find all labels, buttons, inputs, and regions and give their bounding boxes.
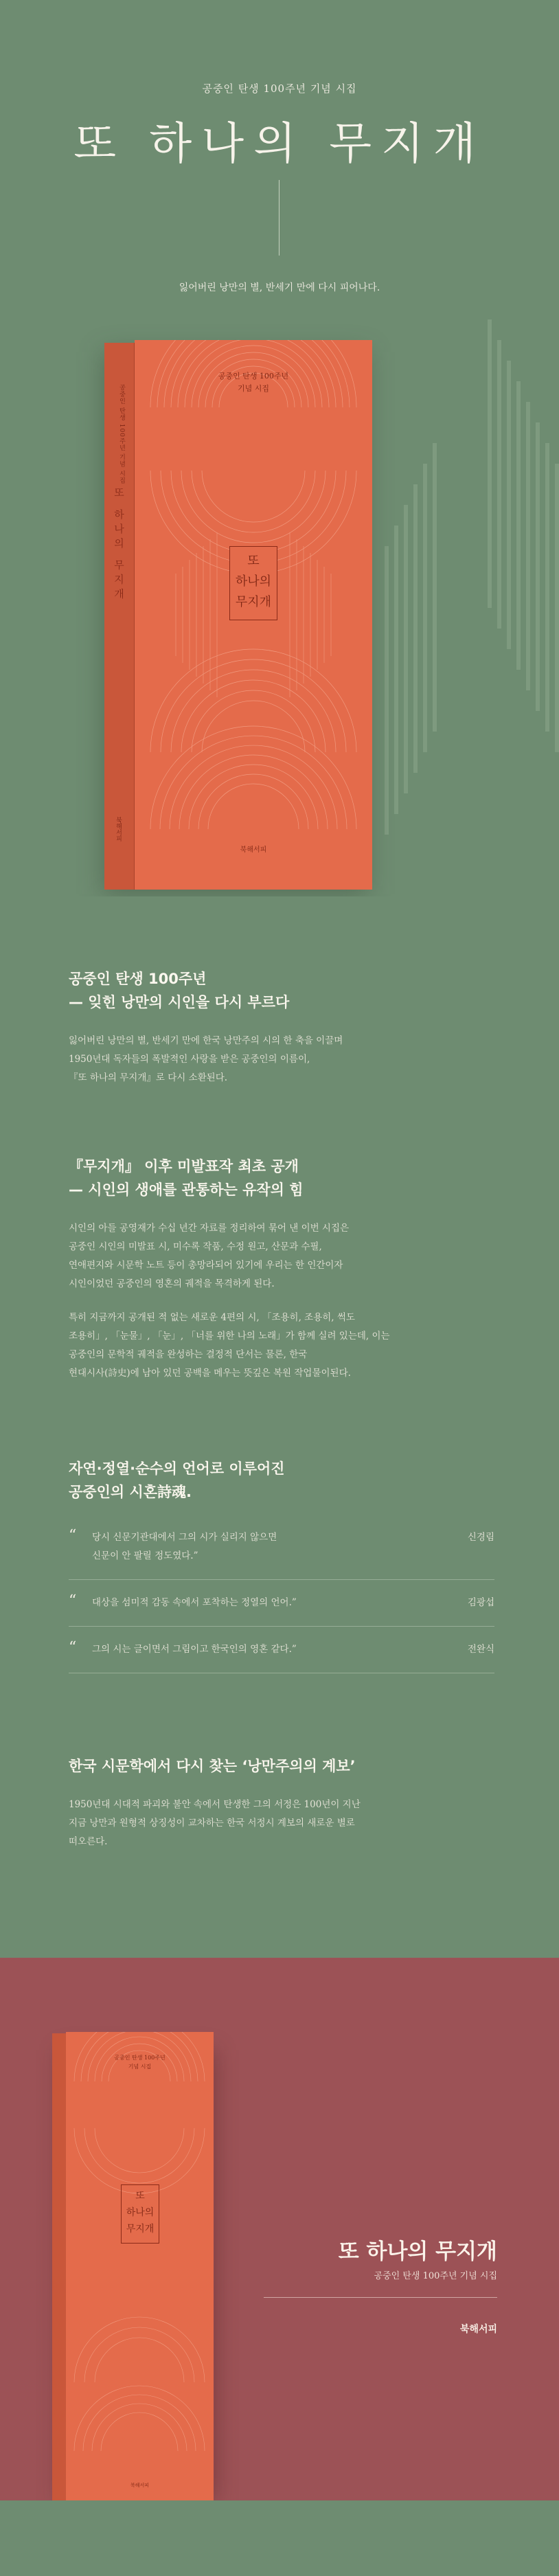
- book-image: [104, 340, 372, 890]
- section2-p2-line3: 공중인의 문학적 궤적을 완성하는 결정적 단서는 물론, 한국: [69, 1349, 308, 1360]
- quote-mark-icon: “: [69, 1639, 77, 1656]
- footer-cover-title-line2: 하나의: [126, 2207, 155, 2218]
- quote-item: [69, 1526, 494, 1580]
- section4-body-line1: 1950년대 시대적 파괴와 불안 속에서 탄생한 그의 서정은 100년이 지난: [69, 1799, 361, 1810]
- footer-cover-title-line1: 또: [135, 2191, 145, 2202]
- footer-title: 또 하나의 무지개: [338, 2239, 497, 2264]
- quote-item: [69, 1627, 494, 1673]
- section2-p2-line1: 특히 지금까지 공개된 적 없는 새로운 4편의 시, 「조용히, 조용히, 썩도: [69, 1312, 355, 1323]
- quote-author: 전완식: [467, 1644, 494, 1655]
- footer-cover-title-line3: 무지개: [126, 2224, 155, 2235]
- cover-title-box: [229, 546, 277, 620]
- quote-mark-icon: “: [69, 1527, 77, 1544]
- quote-mark-icon: “: [69, 1592, 77, 1609]
- section4-title: 한국 시문학에서 다시 찾는 ‘낭만주의의 계보’: [69, 1758, 356, 1774]
- section2-paragraph1: [69, 1219, 504, 1293]
- section4-body-line3: 떠오른다.: [69, 1836, 108, 1847]
- decorative-stripes: [385, 319, 559, 841]
- section2-body: [69, 1219, 504, 1383]
- section4-body-line2: 지금 낭만과 원형적 상징성이 교차하는 한국 서정시 계보의 새로운 별로: [69, 1818, 355, 1829]
- section1-body: [69, 1032, 504, 1087]
- section2-p1-line3: 연애편지와 시문학 노트 등이 총망라되어 있기에 우리는 한 인간이자: [69, 1260, 343, 1271]
- book-cover: [135, 340, 372, 890]
- section2-title: [69, 1155, 504, 1201]
- quote-author: 김광섭: [467, 1597, 494, 1608]
- footer-subtitle: 공중인 탄생 100주년 기념 시집: [374, 2271, 497, 2281]
- section-unpublished: [0, 1087, 559, 1383]
- book-spine: [104, 343, 135, 890]
- section2-p2-line2: 조용히」, 「눈물」, 「눈」, 「너를 위한 나의 노래」가 함께 실려 있는데, 이는: [69, 1331, 390, 1342]
- footer-book-cover: [66, 2032, 214, 2500]
- footer-publisher: 북해서피: [459, 2324, 497, 2335]
- cover-title-line3: 무지개: [235, 595, 272, 609]
- footer-section: [0, 1958, 559, 2500]
- footer-cover-title-box: [121, 2184, 159, 2244]
- section-quotes: [0, 1383, 559, 1673]
- hero-title: 또 하나의 무지개: [73, 119, 486, 170]
- section4-body: [69, 1796, 504, 1851]
- section2-p1-line1: 시인의 아들 공영재가 수십 년간 자료를 정리하여 묶어 낸 이번 시집은: [69, 1223, 350, 1234]
- spine-subtitle: 공중인 탄생 100주년 기념 시집: [118, 384, 125, 484]
- quote-item: [69, 1580, 494, 1627]
- hero-section: [0, 0, 559, 896]
- quote-list: [69, 1526, 494, 1673]
- hero-subtitle: 공중인 탄생 100주년 기념 시집: [202, 82, 357, 95]
- quote-line: 대상을 섬미적 감동 속에서 포착하는 정열의 언어.”: [92, 1597, 297, 1608]
- footer-cover-subtitle-line1: 공중인 탄생 100주년: [114, 2055, 166, 2061]
- section1-title: [69, 967, 504, 1014]
- section1-body-line2: 1950년대 독자들의 폭발적인 사랑을 받은 공중인의 이름이,: [69, 1054, 310, 1065]
- cover-subtitle-line1: 공중인 탄생 100주년: [218, 372, 289, 381]
- spine-publisher: 북해서피: [115, 817, 122, 841]
- hero-divider: [279, 180, 280, 256]
- footer-divider: [264, 2297, 497, 2298]
- section1-body-line1: 잃어버린 낭만의 별, 반세기 만에 한국 낭만주의 시의 한 축을 이끌며: [69, 1035, 343, 1046]
- footer-book-spine: [52, 2033, 66, 2500]
- quote-author: 신경림: [467, 1532, 494, 1543]
- footer-cover-subtitle-line2: 기념 시집: [128, 2064, 152, 2070]
- section3-title-line2: 공중인의 시혼詩魂.: [69, 1484, 192, 1500]
- cover-publisher: 북해서피: [240, 846, 267, 854]
- footer-book-image: [52, 2032, 214, 2500]
- quote-line: 당시 신문기관대에서 그의 시가 실리지 않으면: [92, 1532, 277, 1543]
- quote-line: 신문이 안 팔릴 정도였다.”: [92, 1550, 198, 1561]
- quote-text: [92, 1594, 446, 1612]
- section1-title-line2: — 잊힌 낭만의 시인을 다시 부르다: [69, 994, 290, 1010]
- cover-title-line2: 하나의: [235, 574, 272, 589]
- section2-p1-line4: 시인이었던 공중인의 영혼의 궤적을 목격하게 된다.: [69, 1278, 275, 1289]
- section1-title-line1: 공중인 탄생 100주년: [69, 971, 207, 987]
- hero-tagline: 잃어버린 낭만의 별, 반세기 만에 다시 피어나다.: [179, 282, 380, 293]
- section-centennial: [0, 896, 559, 1087]
- section3-title-line1: 자연·정열·순수의 언어로 이루어진: [69, 1460, 285, 1477]
- section2-title-line1: 『무지개』 이후 미발표작 최초 공개: [69, 1158, 299, 1175]
- section1-body-line3: 『또 하나의 무지개』로 다시 소환된다.: [69, 1072, 228, 1083]
- quote-line: 그의 시는 글이면서 그림이고 한국인의 영혼 같다.”: [92, 1644, 297, 1655]
- section-lineage: [0, 1673, 559, 1851]
- section2-p2-line4: 현대시사(詩史)에 남아 있던 공백을 메우는 뜻깊은 복원 작업물이된다.: [69, 1368, 351, 1379]
- quote-text: [92, 1528, 446, 1566]
- spine-title: 또 하나의 무지개: [113, 487, 125, 603]
- cover-subtitle-line2: 기념 시집: [237, 384, 269, 393]
- footer-cover-arc-pattern: [66, 2032, 214, 2500]
- section3-title: [69, 1457, 504, 1504]
- quote-text: [92, 1640, 446, 1659]
- section2-title-line2: — 시인의 생애를 관통하는 유작의 힘: [69, 1182, 304, 1198]
- section2-paragraph2: [69, 1309, 504, 1383]
- footer-cover-publisher: 북해서피: [130, 2483, 150, 2488]
- section2-p1-line2: 공중인 시인의 미발표 시, 미수록 작품, 수정 원고, 산문과 수필,: [69, 1241, 322, 1252]
- cover-title-line1: 또: [247, 554, 260, 568]
